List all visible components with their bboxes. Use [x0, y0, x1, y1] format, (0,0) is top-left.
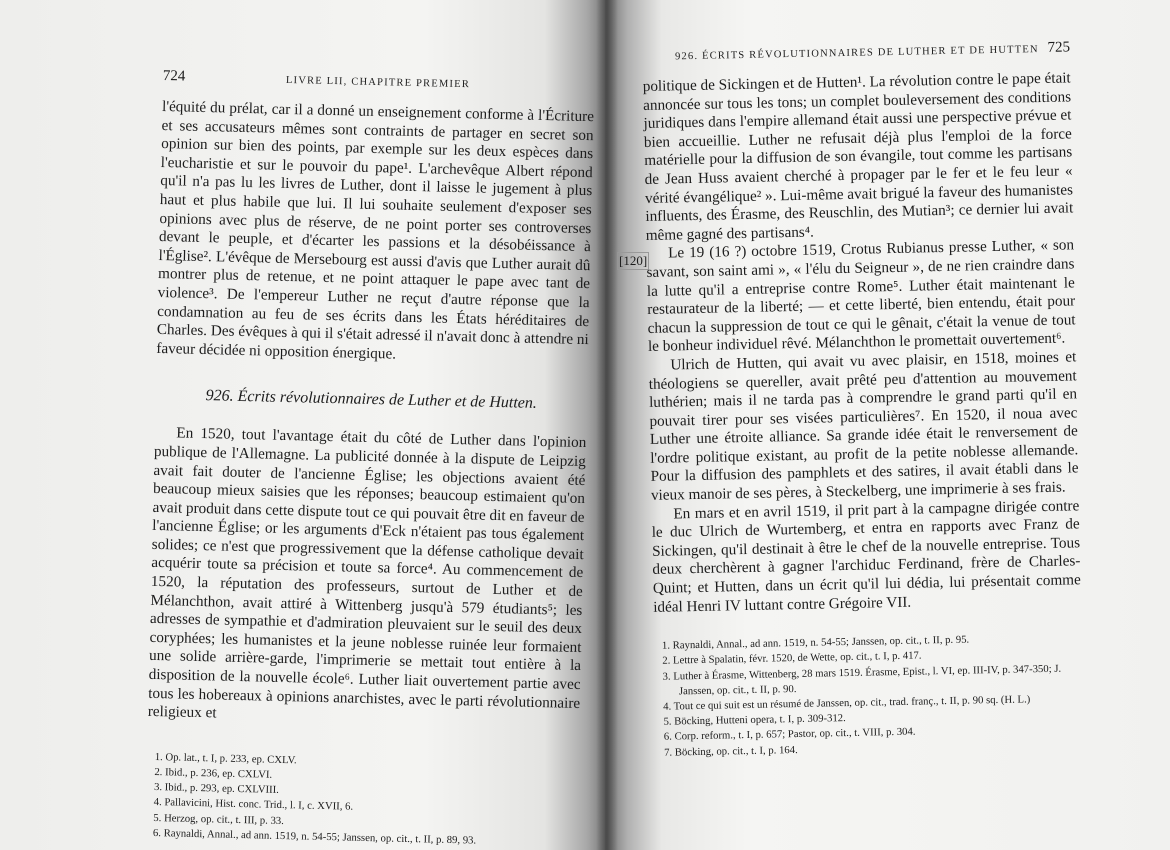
paragraph: Ulrich de Hutten, qui avait vu avec plaisir, en 1518, moines et théologiens se quereller, avait prêté peu d'attention au mouvement luthérien; mais il ne tarda pas à comprendre le grand parti qu'il en pouvait tirer pour ses visées particulières⁷. En 1520, il noua avec Luther une étroite alliance. Sa grande idée était le renversement de l'ordre politique existant, au profit de la petite noblesse allemande. Pour la diffusion des pamphlets et des satires, il avait établi dans le vieux manoir de ses pères, à Steckelberg, une imprimerie à ses frais.	[648, 348, 1079, 504]
left-header	[163, 68, 595, 98]
footnotes	[654, 631, 1084, 761]
paragraph: politique de Sickingen et de Hutten¹. La révolution contre le pape était annoncée sur tous les tons; un complet bouleversement des conditions juridiques dans l'empire allemand était aussi une perspective prévue et bien accueillie. Luther ne refusait déjà plus l'emploi de la force matérielle pour la diffusion de son évangile, tout comme les partisans de Jean Huss avaient cherché à propager par le fer et le feu leur « vérité évangélique² ». Lui-même avait brigué la faveur des humanistes influents, des Érasme, des Reuschlin, des Mutian³; ce dernier lui avait même gagné des partisans⁴.	[642, 69, 1074, 244]
paragraph: l'équité du prélat, car il a donné un enseignement conforme à l'Écriture et ses accusateurs mêmes sont contraints de partager en secret son opinion sur bien des points, par exemple sur les deux espèces dans l'eucharistie et sur le pouvoir du pape¹. L'archevêque Albert répond qu'il n'a pas lu les livres de Luther, dont il laisse le jugement à plus haut et plus habile que lui. Il lui souhaite seulement d'exposer ses opinions avec plus de réserve, de ne point porter ses controverses devant le peuple, et d'écarter les passions et la désobéissance à l'Église². L'évêque de Mersebourg est aussi d'avis que Luther aurait dû montrer plus de retenue, et ne point attaquer le pape avec tant de violence³. De l'empereur Luther ne reçut d'autre réponse que la condamnation au feu de ses écrits dans les États héréditaires de Charles. Des évêques à qui il s'était adressé il n'avait donc à attendre ni faveur décidée ni opposition énergique.	[156, 97, 595, 363]
left-text-block	[145, 68, 595, 850]
right-header	[642, 39, 1070, 68]
footnote: 1. Op. lat., t. I, p. 233, ep. CXLV.	[154, 750, 297, 767]
paragraph: En 1520, tout l'avantage était du côté de Luther dans l'opinion publique de l'Allemagne. La publicité donnée à la dispute de Leipzig avait fait douter de l'ancienne Église; les objections avaient été beaucoup mieux saisies que les réponses; beaucoup estimaient qu'on avait produit dans cette dispute tout ce qui pouvait être dit en faveur de l'ancienne Église; or les arguments d'Eck n'étaient pas tous également solides; ce n'est que progressivement que la défense catholique devait acquérir toute sa précision et toute sa force⁴. Au commencement de 1520, la réputation des professeurs, surtout de Luther et de Mélanchthon, avait attiré à Wittenberg jusqu'à 579 étudiants⁵; les adresses de sympathie et d'admiration pleuvaient sur le seuil des deux coryphées; les humanistes et la jeune noblesse ruinée leur formaient une solide arrière-garde, l'imprimerie se mettait tout entière à la disposition de la nouvelle école⁶. Luther liait ouvertement partie avec tous les hobereaux à opinions anarchistes, avec le parti révolutionnaire religieux et	[147, 424, 587, 722]
paragraph: Le 19 (16 ?) octobre 1519, Crotus Rubianus presse Luther, « son savant, son saint ami », « l'élu du Seigneur », de ne rien craindre dans la lutte qu'il a entreprise contre Rome⁵. Luther était maintenant le restaurateur de la liberté; — et cette liberté, bien entendu, était pour chacun la suppression de tout ce qui le gênait, c'était la venue de tout le bonheur individuel rêvé. Mélanchthon le promettait ouvertement⁶.	[646, 236, 1076, 356]
footnote: 7. Böcking, op. cit., t. I, p. 164.	[664, 743, 798, 759]
footnotes	[145, 750, 579, 850]
paragraph: En mars et en avril 1519, il prit part à la campagne dirigée contre le duc Ulrich de Wurtemberg, et entra en rapports avec Franz de Sickingen, qu'il destinait à être le chef de la nouvelle entreprise. Tous deux cherchèrent à gagner l'archiduc Ferdinand, frère de Charles-Quint; et Hutten, dans un écrit qu'il lui dédia, lui présentait comme idéal Henri IV luttant contre Grégoire VII.	[651, 496, 1081, 616]
footnote: 4. Pallavicini, Hist. conc. Trid., l. I, c. XVII, 6.	[153, 796, 354, 814]
right-text-block	[642, 39, 1084, 760]
footnote: 2. Ibid., p. 236, ep. CXLVI.	[154, 766, 273, 781]
page-number: 724	[162, 68, 186, 85]
section-heading: 926. Écrits révolutionnaires de Luther et de Hutten.	[205, 387, 538, 413]
footnote: 6. Raynaldi, Annal., ad ann. 1519, n. 54-55; Janssen, op. cit., t. II, p. 89, 93.	[152, 826, 477, 847]
footnote: 1. Raynaldi, Annal., ad ann. 1519, n. 54-55; Janssen, op. cit., t. II, p. 95.	[661, 633, 970, 652]
footnote: 6. Corp. reform., t. I, p. 657; Pastor, op. cit., t. VIII, p. 304.	[663, 726, 916, 744]
right-page	[605, 0, 1170, 850]
running-head: LIVRE LII, CHAPITRE PREMIER	[285, 74, 471, 91]
running-head: 926. ÉCRITS RÉVOLUTIONNAIRES DE LUTHER ET DE HUTTEN	[674, 44, 1039, 63]
header-spacer	[571, 90, 595, 91]
margin-number: [120]	[619, 253, 648, 268]
footnote: 3. Luther à Érasme, Wittenberg, 28 mars 1519. Érasme, Epist., l. VI, ep. III-IV, p. 347-350; J. Janssen, op. cit., t. II, p. 90.	[662, 662, 1062, 698]
footnote: 5. Herzog, op. cit., t. III, p. 33.	[153, 811, 285, 827]
book-gutter-shadow	[596, 0, 618, 850]
footnote: 3. Ibid., p. 293, ep. CXLVIII.	[153, 781, 280, 797]
page-number: 725	[1047, 39, 1071, 56]
footnote: 5. Böcking, Hutteni opera, t. I, p. 309-312.	[663, 712, 846, 728]
footnote: 4. Tout ce qui suit est un résumé de Janssen, op. cit., trad. franç., t. II, p. 90 sq. (H. L.)	[663, 693, 1031, 713]
footnote: 2. Lettre à Spalatin, févr. 1520, de Wette, op. cit., t. I, p. 417.	[662, 649, 922, 668]
